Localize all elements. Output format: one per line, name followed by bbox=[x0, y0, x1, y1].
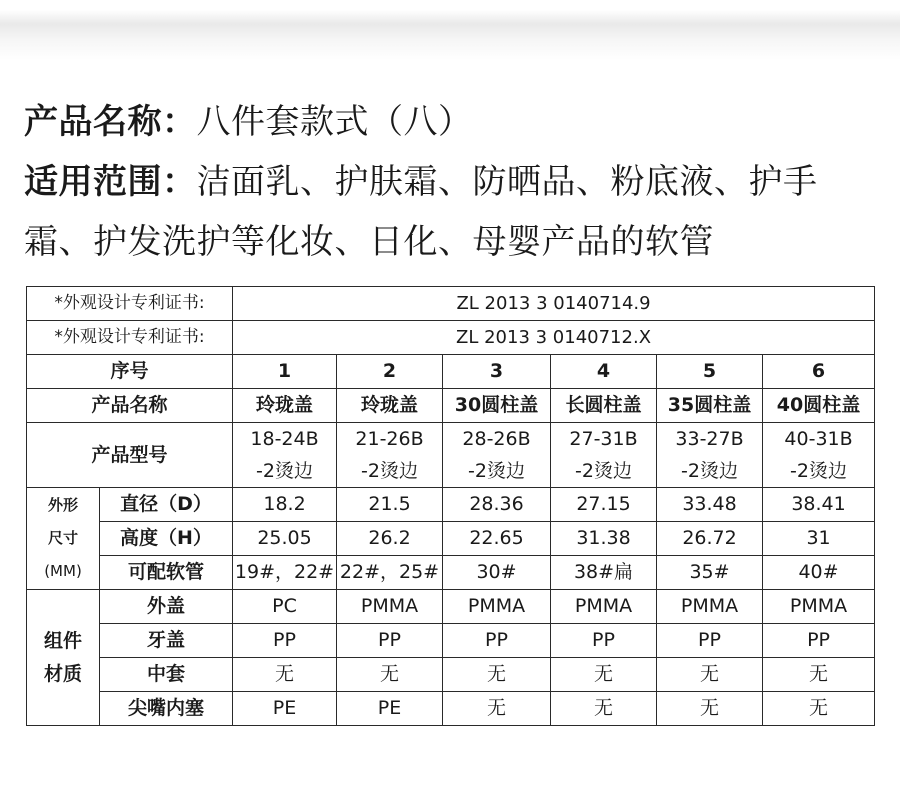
tube-row bbox=[27, 556, 875, 590]
tube-cell: 38#扁 bbox=[551, 556, 657, 590]
thread-cap-cell: PP bbox=[763, 624, 875, 658]
scope-label: 适用范围： bbox=[24, 162, 197, 202]
thread-cap-label: 牙盖 bbox=[100, 624, 233, 658]
outer-cap-cell: PC bbox=[233, 590, 337, 624]
diameter-cell: 21.5 bbox=[337, 488, 443, 522]
thread-cap-cell: PP bbox=[551, 624, 657, 658]
height-cell: 31 bbox=[763, 522, 875, 556]
serial-cell: 4 bbox=[551, 355, 657, 389]
middle-sleeve-cell: 无 bbox=[551, 658, 657, 692]
diameter-label: 直径（D） bbox=[100, 488, 233, 522]
outer-cap-cell: PMMA bbox=[551, 590, 657, 624]
product-name-line bbox=[24, 92, 884, 152]
model-code: 21-26B bbox=[355, 428, 424, 450]
spec-table bbox=[26, 286, 875, 726]
thread-cap-cell: PP bbox=[337, 624, 443, 658]
middle-sleeve-row bbox=[27, 658, 875, 692]
model-suffix: -2烫边 bbox=[468, 460, 525, 482]
model-suffix: -2烫边 bbox=[681, 460, 738, 482]
model-code: 18-24B bbox=[250, 428, 319, 450]
height-row bbox=[27, 522, 875, 556]
serial-cell: 2 bbox=[337, 355, 443, 389]
product-name-cell: 40圆柱盖 bbox=[763, 389, 875, 423]
outer-cap-row bbox=[27, 590, 875, 624]
nozzle-plug-label: 尖嘴内塞 bbox=[100, 692, 233, 726]
tube-label: 可配软管 bbox=[100, 556, 233, 590]
product-name-label: 产品名称： bbox=[24, 102, 197, 142]
serial-cell: 3 bbox=[443, 355, 551, 389]
tube-cell: 35# bbox=[657, 556, 763, 590]
model-cell bbox=[657, 423, 763, 488]
model-row bbox=[27, 423, 875, 488]
product-name-cell: 长圆柱盖 bbox=[551, 389, 657, 423]
top-shadow-divider bbox=[0, 0, 900, 60]
diameter-cell: 28.36 bbox=[443, 488, 551, 522]
height-label: 高度（H） bbox=[100, 522, 233, 556]
tube-cell: 30# bbox=[443, 556, 551, 590]
outer-cap-cell: PMMA bbox=[337, 590, 443, 624]
thread-cap-cell: PP bbox=[443, 624, 551, 658]
tube-cell: 19#，22# bbox=[233, 556, 337, 590]
outer-cap-cell: PMMA bbox=[763, 590, 875, 624]
middle-sleeve-cell: 无 bbox=[657, 658, 763, 692]
diameter-cell: 27.15 bbox=[551, 488, 657, 522]
model-header: 产品型号 bbox=[27, 423, 233, 488]
size-group-label bbox=[27, 488, 100, 590]
model-code: 27-31B bbox=[569, 428, 638, 450]
model-suffix: -2烫边 bbox=[256, 460, 313, 482]
product-name-cell: 35圆柱盖 bbox=[657, 389, 763, 423]
model-cell bbox=[763, 423, 875, 488]
middle-sleeve-cell: 无 bbox=[763, 658, 875, 692]
nozzle-plug-cell: PE bbox=[233, 692, 337, 726]
diameter-cell: 18.2 bbox=[233, 488, 337, 522]
model-cell bbox=[337, 423, 443, 488]
size-group-line2: 尺寸 bbox=[47, 529, 78, 547]
scope-text-1: 洁面乳、护肤霜、防晒品、粉底液、护手 bbox=[196, 162, 818, 202]
product-name-cell: 玲珑盖 bbox=[233, 389, 337, 423]
product-name-row bbox=[27, 389, 875, 423]
diameter-row bbox=[27, 488, 875, 522]
material-group-line1: 组件 bbox=[43, 629, 82, 652]
height-cell: 31.38 bbox=[551, 522, 657, 556]
height-cell: 26.72 bbox=[657, 522, 763, 556]
model-suffix: -2烫边 bbox=[361, 460, 418, 482]
thread-cap-row bbox=[27, 624, 875, 658]
tube-cell: 22#，25# bbox=[337, 556, 443, 590]
material-group-line2: 材质 bbox=[43, 662, 82, 685]
product-info bbox=[24, 92, 884, 272]
cert-number: ZL 2013 3 0140714.9 bbox=[233, 287, 875, 321]
height-cell: 25.05 bbox=[233, 522, 337, 556]
cert-label: *外观设计专利证书: bbox=[27, 321, 233, 355]
model-code: 28-26B bbox=[462, 428, 531, 450]
model-cell bbox=[233, 423, 337, 488]
material-group-label bbox=[27, 590, 100, 726]
size-group-unit: (MM) bbox=[44, 562, 82, 580]
cert-number: ZL 2013 3 0140712.X bbox=[233, 321, 875, 355]
middle-sleeve-label: 中套 bbox=[100, 658, 233, 692]
model-code: 40-31B bbox=[784, 428, 853, 450]
size-group-line1: 外形 bbox=[47, 496, 78, 514]
model-suffix: -2烫边 bbox=[575, 460, 632, 482]
outer-cap-label: 外盖 bbox=[100, 590, 233, 624]
diameter-cell: 33.48 bbox=[657, 488, 763, 522]
nozzle-plug-row bbox=[27, 692, 875, 726]
model-suffix: -2烫边 bbox=[790, 460, 847, 482]
model-cell bbox=[443, 423, 551, 488]
cert-row bbox=[27, 321, 875, 355]
nozzle-plug-cell: 无 bbox=[443, 692, 551, 726]
outer-cap-cell: PMMA bbox=[657, 590, 763, 624]
thread-cap-cell: PP bbox=[233, 624, 337, 658]
nozzle-plug-cell: PE bbox=[337, 692, 443, 726]
serial-row bbox=[27, 355, 875, 389]
diameter-cell: 38.41 bbox=[763, 488, 875, 522]
nozzle-plug-cell: 无 bbox=[551, 692, 657, 726]
scope-line-1 bbox=[24, 152, 884, 212]
thread-cap-cell: PP bbox=[657, 624, 763, 658]
nozzle-plug-cell: 无 bbox=[763, 692, 875, 726]
cert-label: *外观设计专利证书: bbox=[27, 287, 233, 321]
product-name-cell: 玲珑盖 bbox=[337, 389, 443, 423]
nozzle-plug-cell: 无 bbox=[657, 692, 763, 726]
outer-cap-cell: PMMA bbox=[443, 590, 551, 624]
model-cell bbox=[551, 423, 657, 488]
product-name-header: 产品名称 bbox=[27, 389, 233, 423]
product-name-cell: 30圆柱盖 bbox=[443, 389, 551, 423]
height-cell: 26.2 bbox=[337, 522, 443, 556]
tube-cell: 40# bbox=[763, 556, 875, 590]
serial-cell: 5 bbox=[657, 355, 763, 389]
serial-label: 序号 bbox=[27, 355, 233, 389]
scope-text-2: 霜、护发洗护等化妆、日化、母婴产品的软管 bbox=[24, 222, 714, 262]
middle-sleeve-cell: 无 bbox=[233, 658, 337, 692]
scope-line-2 bbox=[24, 212, 884, 272]
product-name-value: 八件套款式（八） bbox=[196, 102, 473, 142]
serial-cell: 6 bbox=[763, 355, 875, 389]
model-code: 33-27B bbox=[675, 428, 744, 450]
cert-row bbox=[27, 287, 875, 321]
serial-cell: 1 bbox=[233, 355, 337, 389]
middle-sleeve-cell: 无 bbox=[443, 658, 551, 692]
middle-sleeve-cell: 无 bbox=[337, 658, 443, 692]
height-cell: 22.65 bbox=[443, 522, 551, 556]
